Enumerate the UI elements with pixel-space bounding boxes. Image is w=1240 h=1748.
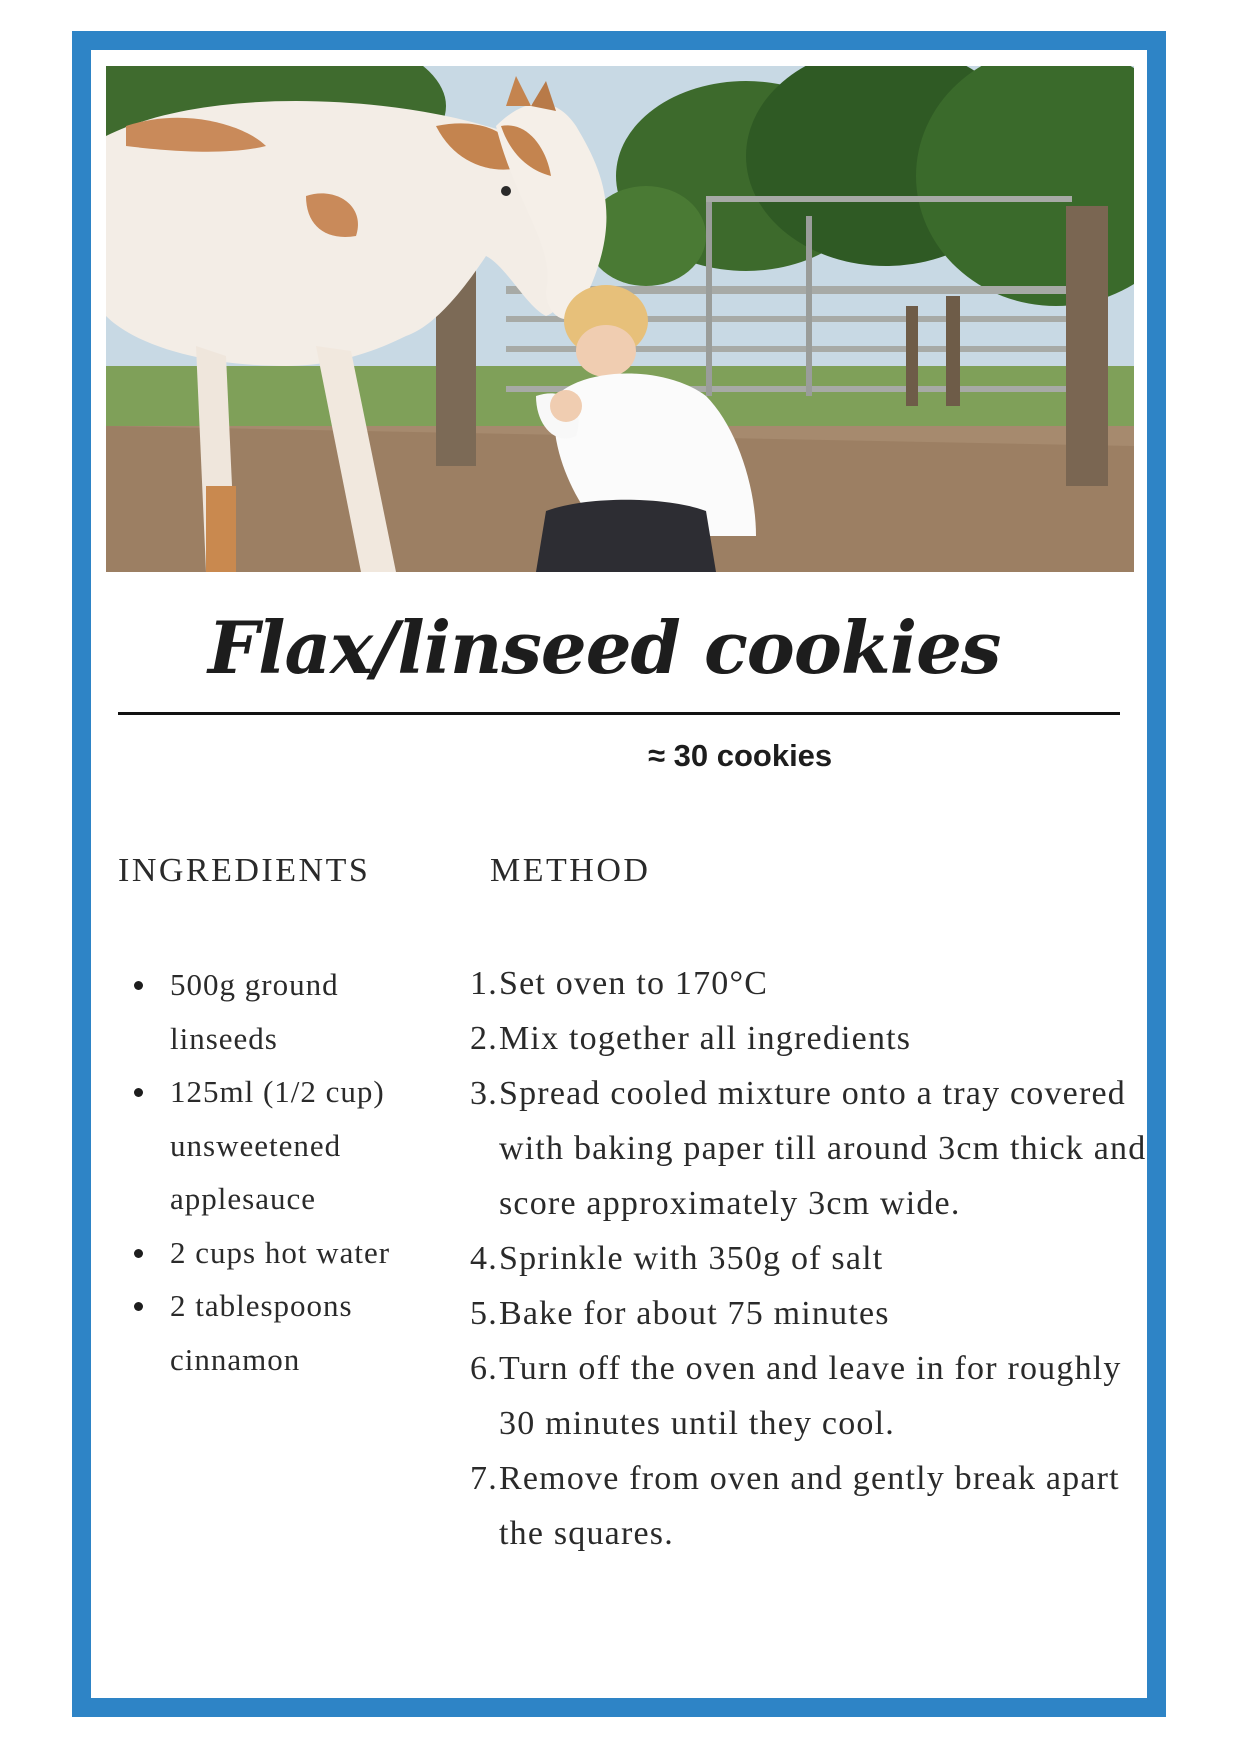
step-number: 6. xyxy=(470,1350,498,1387)
step-text: Turn off the oven and leave in for roughly 30 minutes until they cool. xyxy=(499,1350,1122,1442)
bullet-icon xyxy=(134,981,143,990)
recipe-title: Flax/linseed cookies xyxy=(208,605,1001,690)
title-divider xyxy=(118,712,1120,715)
step-number: 7. xyxy=(470,1460,498,1497)
method-heading: METHOD xyxy=(490,852,651,889)
step-number: 3. xyxy=(470,1075,498,1112)
step-number: 4. xyxy=(470,1240,498,1277)
method-step xyxy=(470,956,1150,1011)
step-number: 2. xyxy=(470,1020,498,1057)
method-step xyxy=(470,1066,1150,1231)
method-step xyxy=(470,1451,1150,1561)
method-step xyxy=(470,1231,1150,1286)
method-steps xyxy=(470,956,1150,1561)
step-text: Bake for about 75 minutes xyxy=(499,1295,890,1332)
step-text: Set oven to 170°C xyxy=(499,965,769,1002)
ingredient-item: 500g ground linseeds xyxy=(118,958,448,1065)
bullet-icon xyxy=(134,1249,143,1258)
bullet-icon xyxy=(134,1088,143,1097)
step-text: Spread cooled mixture onto a tray covered with baking paper till around 3cm thick and score approximately 3cm wide. xyxy=(499,1075,1147,1222)
step-text: Mix together all ingredients xyxy=(499,1020,912,1057)
step-number: 1. xyxy=(470,965,498,1002)
method-step xyxy=(470,1341,1150,1451)
step-text: Sprinkle with 350g of salt xyxy=(499,1240,884,1277)
recipe-yield: ≈ 30 cookies xyxy=(648,738,833,773)
recipe-photo xyxy=(106,66,1134,572)
step-number: 5. xyxy=(470,1295,498,1332)
method-step xyxy=(470,1011,1150,1066)
ingredients-heading: INGREDIENTS xyxy=(118,852,371,889)
ingredient-item: 2 tablespoons cinnamon xyxy=(118,1279,448,1386)
ingredient-item: 125ml (1/2 cup) unsweetened applesauce xyxy=(118,1065,448,1226)
step-text: Remove from oven and gently break apart the squares. xyxy=(499,1460,1120,1552)
method-step xyxy=(470,1286,1150,1341)
ingredients-list xyxy=(118,958,448,1386)
ingredient-item: 2 cups hot water xyxy=(118,1226,448,1280)
bullet-icon xyxy=(134,1302,143,1311)
